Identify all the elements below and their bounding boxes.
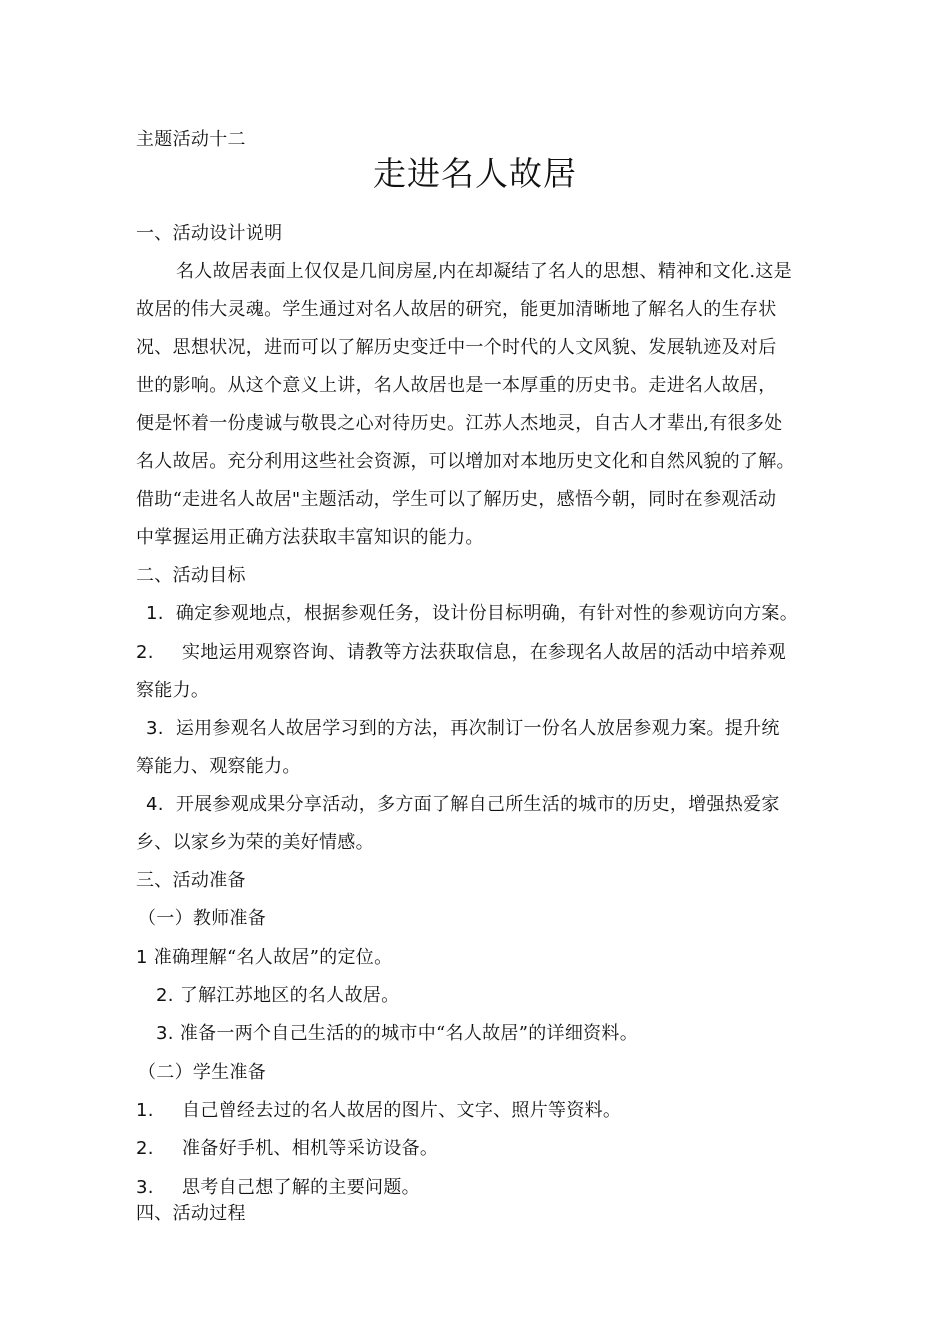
paragraph-line: 故居的伟大灵魂。学生通过对名人故居的研究，能更加清晰地了解名人的生存状 bbox=[136, 299, 777, 320]
goal-text-continued: 乡、以家乡为荣的美好情感。 bbox=[136, 832, 374, 853]
document-title: 走进名人故居 bbox=[373, 154, 577, 193]
item-text: 自己曾经去过的名人故居的图片、文字、照片等资料。 bbox=[182, 1100, 622, 1121]
teacher-prep-item bbox=[156, 984, 950, 1008]
paragraph-line: 借助“走进名人故居"主题活动，学生可以了解历史，感悟今朝，同时在参观活动 bbox=[136, 489, 777, 510]
item-text: 了解江苏地区的名人故居。 bbox=[179, 985, 400, 1006]
item-number: 2. bbox=[156, 985, 174, 1006]
item-text: 思考自己想了解的主要问题。 bbox=[182, 1177, 420, 1198]
paragraph-line: 况、思想状况，进而可以了解历史变迁中一个时代的人文风貌、发展轨迹及对后 bbox=[136, 337, 777, 358]
item-number: 3. bbox=[136, 1177, 154, 1198]
goal-text: 运用参观名人故居学习到的方法，再次制订一份名人放居参观力案。提升统 bbox=[175, 718, 780, 739]
section-heading-process: 四、活动过程 bbox=[136, 1203, 246, 1224]
goal-item bbox=[146, 717, 950, 741]
goal-text: 开展参观成果分享活动，多方面了解自己所生活的城市的历史，增强热爱家 bbox=[175, 794, 780, 815]
section-heading-preparation: 三、活动准备 bbox=[136, 870, 246, 891]
teacher-prep-item bbox=[156, 1022, 950, 1046]
goal-item bbox=[146, 793, 950, 817]
item-text: 准备好手机、相机等采访设备。 bbox=[182, 1138, 439, 1159]
goal-text-continued: 筹能力、观察能力。 bbox=[136, 756, 301, 777]
item-number: 2. bbox=[136, 1138, 154, 1159]
student-prep-item bbox=[136, 1099, 950, 1123]
student-prep-item bbox=[136, 1137, 950, 1161]
item-text: 准备一两个自己生活的的城市中“名人故居”的详细资料。 bbox=[179, 1023, 639, 1044]
item-number: 1. bbox=[136, 1100, 154, 1121]
paragraph-line: 名人故居表面上仅仅是几间房屋,内在却凝结了名人的思想、精神和文化.这是 bbox=[176, 261, 792, 282]
series-label: 主题活动十二 bbox=[136, 129, 246, 150]
student-prep-item bbox=[136, 1176, 950, 1200]
paragraph-line: 名人故居。充分利用这些社会资源，可以增加对本地历史文化和自然风貌的了解。 bbox=[136, 451, 795, 472]
section-heading-design: 一、活动设计说明 bbox=[136, 223, 283, 244]
paragraph-line: 世的影响。从这个意义上讲，名人故居也是一本厚重的历史书。走进名人故居， bbox=[136, 375, 777, 396]
goal-item bbox=[146, 602, 950, 626]
goal-text: 实地运用观察咨询、请教等方法获取信息，在参现名人故居的活动中培养观 bbox=[182, 642, 786, 663]
goal-text-continued: 察能力。 bbox=[136, 680, 210, 701]
item-number: 3. bbox=[156, 1023, 174, 1044]
goal-text: 确定参观地点，根据参观任务，设计份目标明确，有针对性的参观访向方案。 bbox=[175, 603, 799, 624]
subheading-teacher-prep: （一）教师准备 bbox=[138, 908, 267, 929]
teacher-prep-item bbox=[136, 946, 950, 970]
section-heading-goals: 二、活动目标 bbox=[136, 565, 246, 586]
subheading-student-prep: （二）学生准备 bbox=[138, 1062, 267, 1083]
goal-item bbox=[136, 641, 950, 665]
goal-number: 1. bbox=[146, 603, 164, 624]
goal-number: 2. bbox=[136, 642, 154, 663]
paragraph-line: 中掌握运用正确方法获取丰富知识的能力。 bbox=[136, 527, 484, 548]
goal-number: 3. bbox=[146, 718, 164, 739]
item-number: 1 bbox=[136, 947, 148, 968]
paragraph-line: 便是怀着一份虔诚与敬畏之心对待历史。江苏人杰地灵，自古人才辈出,有很多处 bbox=[136, 413, 783, 434]
item-text: 准确理解“名人故居”的定位。 bbox=[153, 947, 393, 968]
goal-number: 4. bbox=[146, 794, 164, 815]
